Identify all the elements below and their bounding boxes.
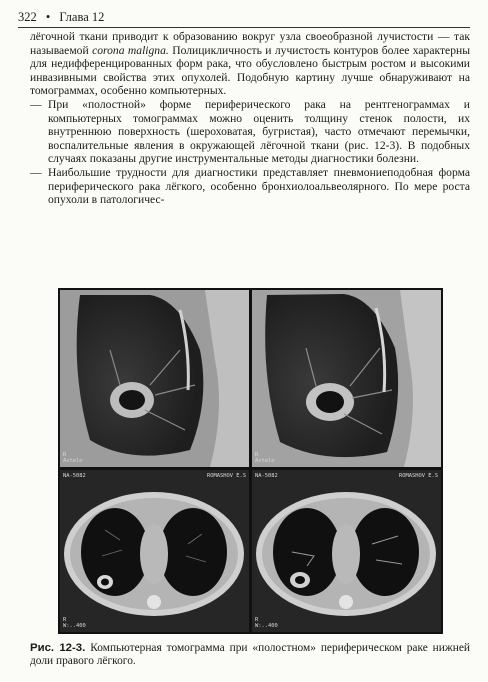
panel-label: R Axtelo [63,452,83,464]
paragraph-1-text-a: лёгочной ткани приводит к образованию вокруг узла своеобразной лучистости — так называемой [30,30,470,57]
ct-image-zoom-left [60,290,249,467]
panel-label: R W:..400 [63,617,86,629]
caption-label: Рис. 12-3. [30,642,86,654]
ct-image-axial-left [60,470,249,632]
chapter-title: Глава 12 [59,10,105,24]
panel-label: R Axtelo [255,452,275,464]
term-corona-maligna: corona maligna. [92,43,169,57]
paragraph-1 [30,30,470,98]
paragraph-1-text-b: Полицикличность и лучистость контуров более характерны для недифференцированных форм рака, что обусловлено быстрым ростом и высокими инвазивными свойства этих опухолей. Подобную картину лучше обнаруживают на томограммах, особенно компьютерных. [30,43,470,98]
ct-panel-zoom-right [252,290,441,467]
dash-marker: — [30,97,42,111]
list-item [30,98,470,166]
header-separator: • [45,10,51,24]
panel-id: NA-5082 [255,473,278,479]
page-number: 322 [18,10,37,24]
header-rule [18,27,470,28]
ct-panel-axial-left [60,470,249,632]
dash-marker: — [30,165,42,179]
ct-panel-zoom-left [60,290,249,467]
panel-id: NA-5082 [63,473,86,479]
panel-label: R W:..400 [255,617,278,629]
ct-image-zoom-right [252,290,441,467]
panel-patient: ROMASHOV E.S [399,473,438,479]
figure-caption [30,642,470,669]
body-text [30,30,470,207]
ct-image-axial-right [252,470,441,632]
ct-figure [58,288,443,634]
panel-patient: ROMASHOV E.S [207,473,246,479]
list-item-text: При «полостной» форме периферического рака на рентгенограммах и компьютерных томограммах можно оценить толщину стенок полости, их внутреннюю поверхность (шероховатая, бугристая), часто отмечают перемычки, воспалительные явления в окружающей лёгочной ткани (рис. 12-3). В подобных случаях показаны другие инструментальные методы диагностики болезни. [48,97,470,166]
ct-panel-axial-right [252,470,441,632]
list-item-text: Наибольшие трудности для диагностики представляет пневмониеподобная форма периферического рака лёгкого, особенно бронхиолоальвеолярного. По мере роста опухоли в патологичес- [48,165,470,207]
running-header [18,8,470,26]
list-item [30,166,470,207]
caption-text: Компьютерная томограмма при «полостном» периферическом раке нижней доли правого лёгкого. [30,642,470,668]
